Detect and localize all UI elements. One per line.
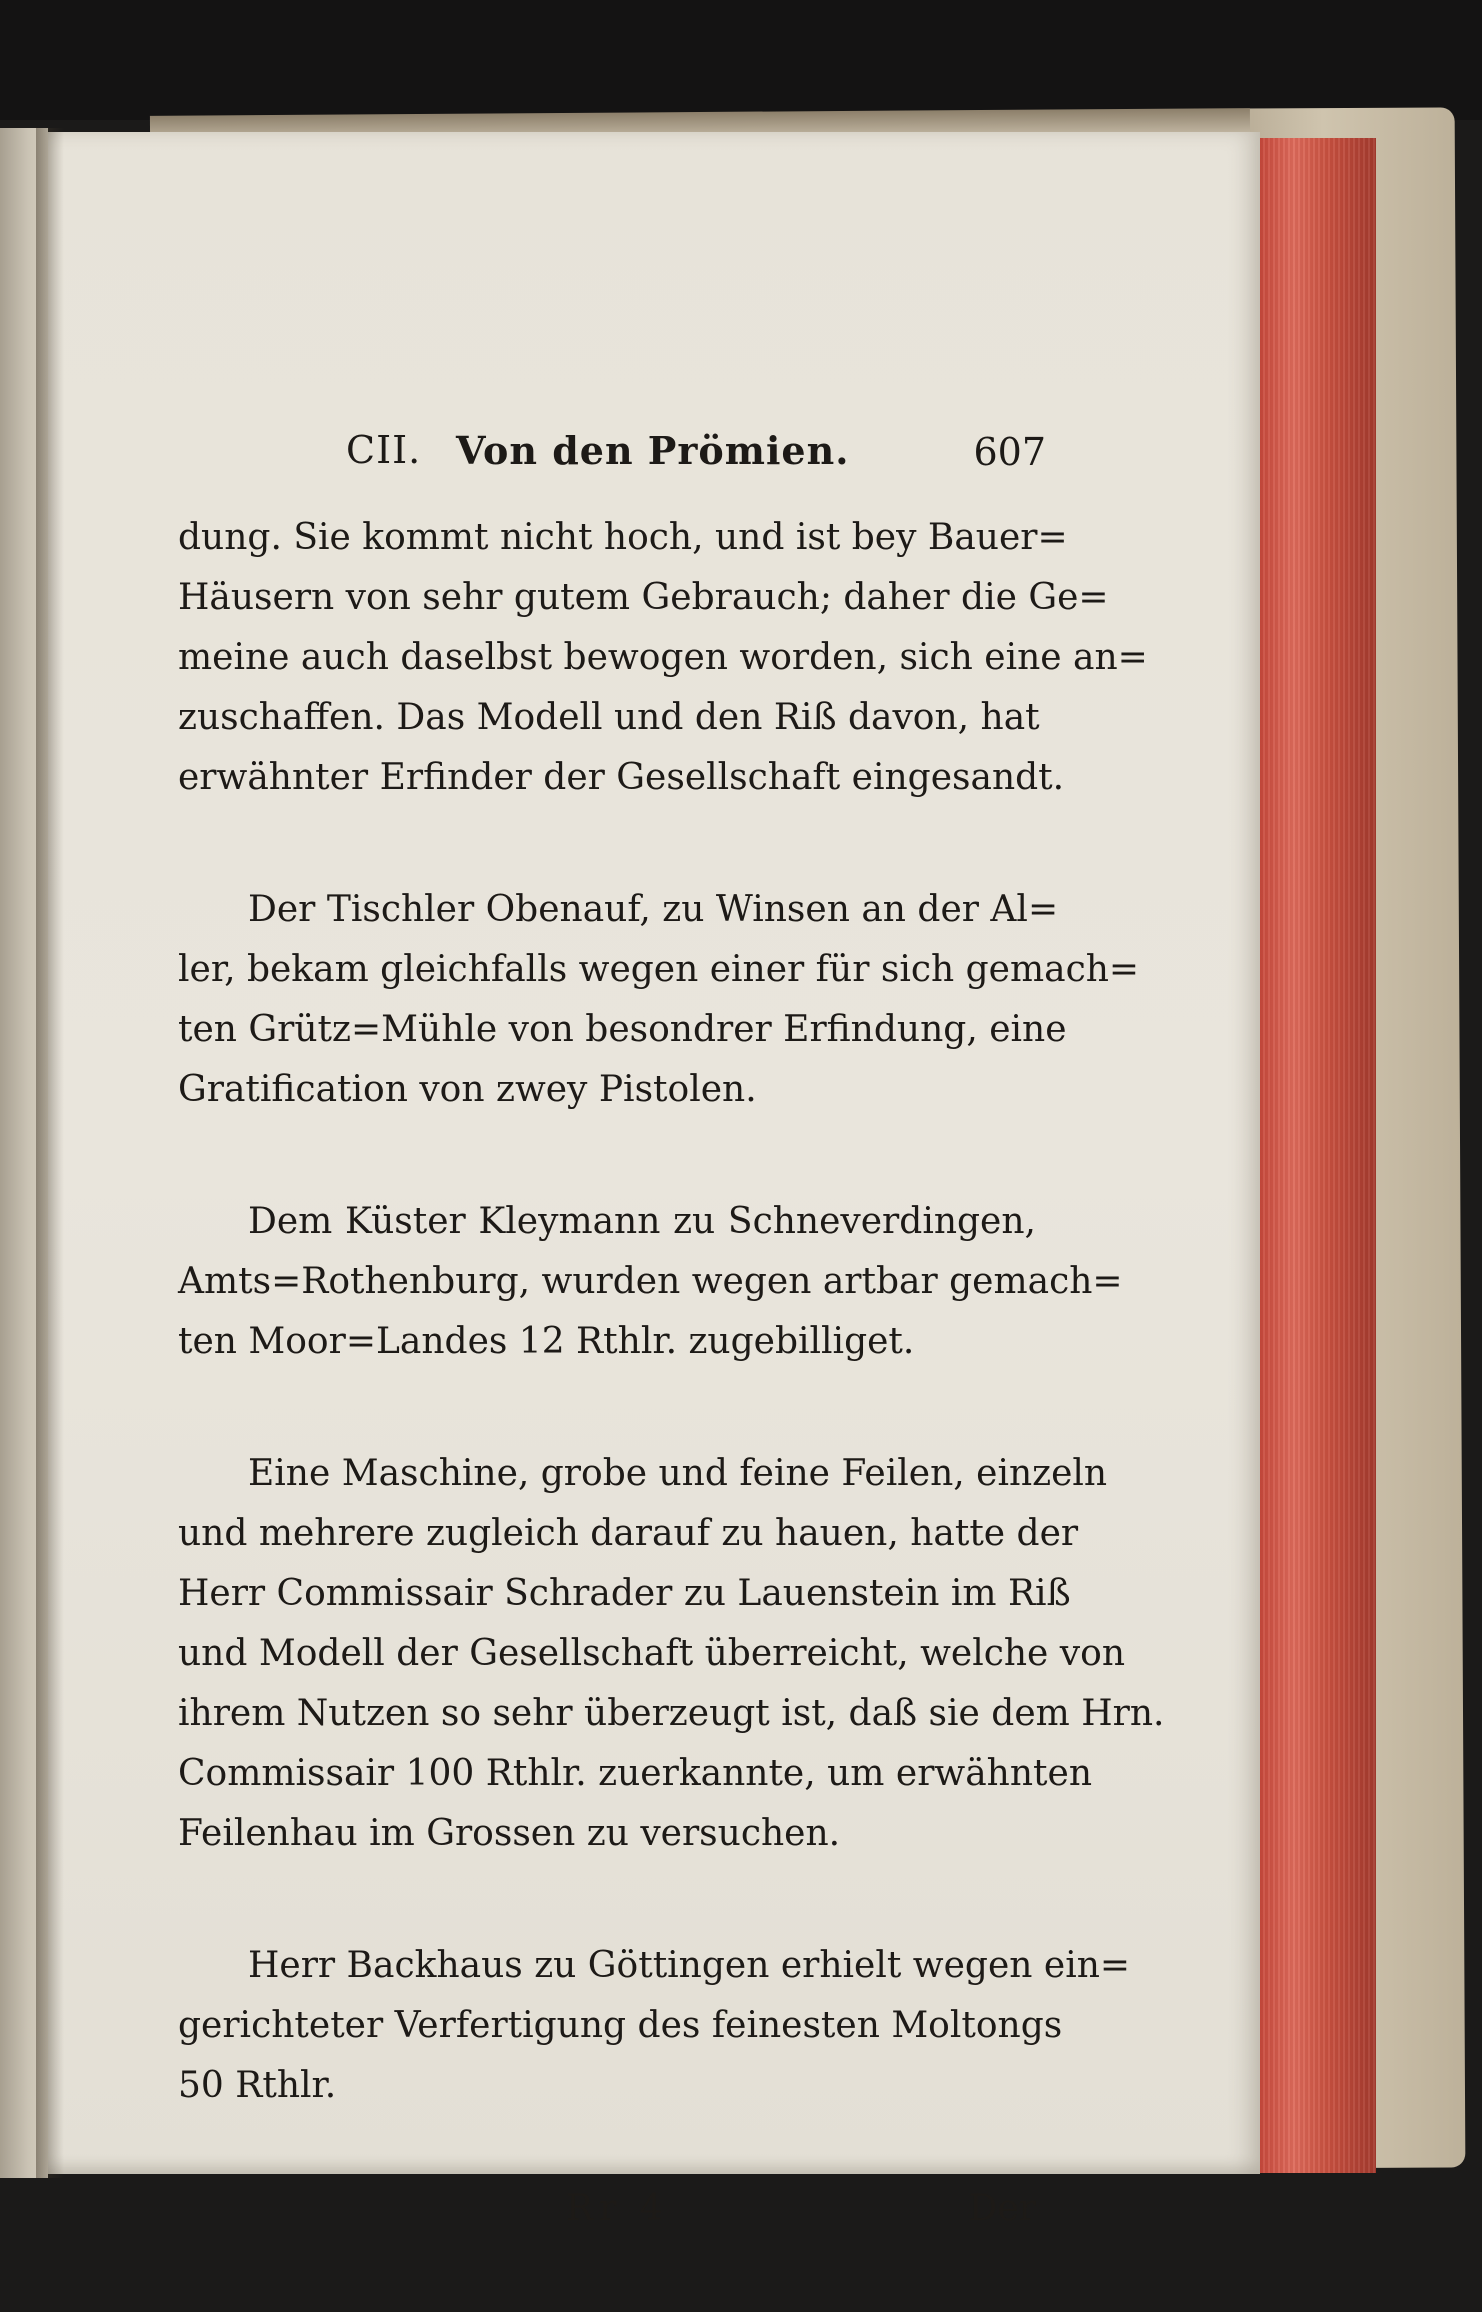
text-line: Feilenhau im Grossen zu versuchen.: [178, 1813, 841, 1854]
chapter-title: Von den Prömien.: [456, 428, 850, 473]
book-page: [48, 132, 1260, 2229]
page-footer: [178, 2188, 1036, 2248]
text-line: ten Moor=Landes 12 Rthlr. zugebilliget.: [178, 1321, 915, 1362]
chapter-number: CII.: [346, 428, 422, 472]
paragraph: [178, 880, 1140, 1120]
text-line: 50 Rthlr.: [178, 2065, 337, 2106]
text-line: meine auch daselbst bewogen worden, sich eine an=: [178, 637, 1148, 678]
text-line: erwähnter Erfinder der Gesellschaft eingesandt.: [178, 757, 1065, 798]
text-line: Der Tischler Obenauf, zu Winsen an der Al=: [248, 889, 1059, 930]
text-line: und mehrere zugleich darauf zu hauen, hatte der: [178, 1513, 1079, 1554]
body-text: [178, 508, 1165, 2116]
text-line: und Modell der Gesellschaft überreicht, welche von: [178, 1633, 1126, 1674]
text-line: Herr Backhaus zu Göttingen erhielt wegen ein=: [248, 1945, 1131, 1986]
text-line: Eine Maschine, grobe und feine Feilen, einzeln: [248, 1453, 1108, 1494]
red-page-edges: [1258, 138, 1376, 2173]
catchword: Der: [968, 2188, 1036, 2229]
page-text-block: [178, 302, 1165, 2248]
text-line: gerichteter Verfertigung des feinesten Moltongs: [178, 2005, 1063, 2046]
text-line: ihrem Nutzen so sehr überzeugt ist, daß sie dem Hrn.: [178, 1693, 1165, 1734]
text-line: Herr Commissair Schrader zu Lauenstein im Riß: [178, 1573, 1071, 1614]
text-line: Commissair 100 Rthlr. zuerkannte, um erwähnten: [178, 1753, 1093, 1794]
text-line: zuschaffen. Das Modell und den Riß davon, hat: [178, 697, 1040, 738]
book-gutter: [36, 128, 64, 2178]
page-number: 607: [973, 430, 1046, 474]
paragraph: [178, 1936, 1131, 2116]
text-line: dung. Sie kommt nicht hoch, und ist bey Bauer=: [178, 517, 1068, 558]
running-header: [178, 428, 1046, 508]
paragraph: [178, 1444, 1165, 1864]
text-line: Häusern von sehr gutem Gebrauch; daher die Ge=: [178, 577, 1109, 618]
text-line: ler, bekam gleichfalls wegen einer für sich gemach=: [178, 949, 1140, 990]
paragraph: [178, 508, 1148, 808]
text-line: ten Grütz=Mühle von besondrer Erfindung, eine: [178, 1009, 1067, 1050]
signature-mark: Rr 4: [566, 2188, 669, 2229]
text-line: Dem Küster Kleymann zu Schneverdingen,: [248, 1201, 1036, 1242]
text-line: Amts=Rothenburg, wurden wegen artbar gemach=: [178, 1261, 1123, 1302]
background-top: [0, 0, 1482, 120]
text-line: Gratification von zwey Pistolen.: [178, 1069, 757, 1110]
paragraph: [178, 1192, 1123, 1372]
